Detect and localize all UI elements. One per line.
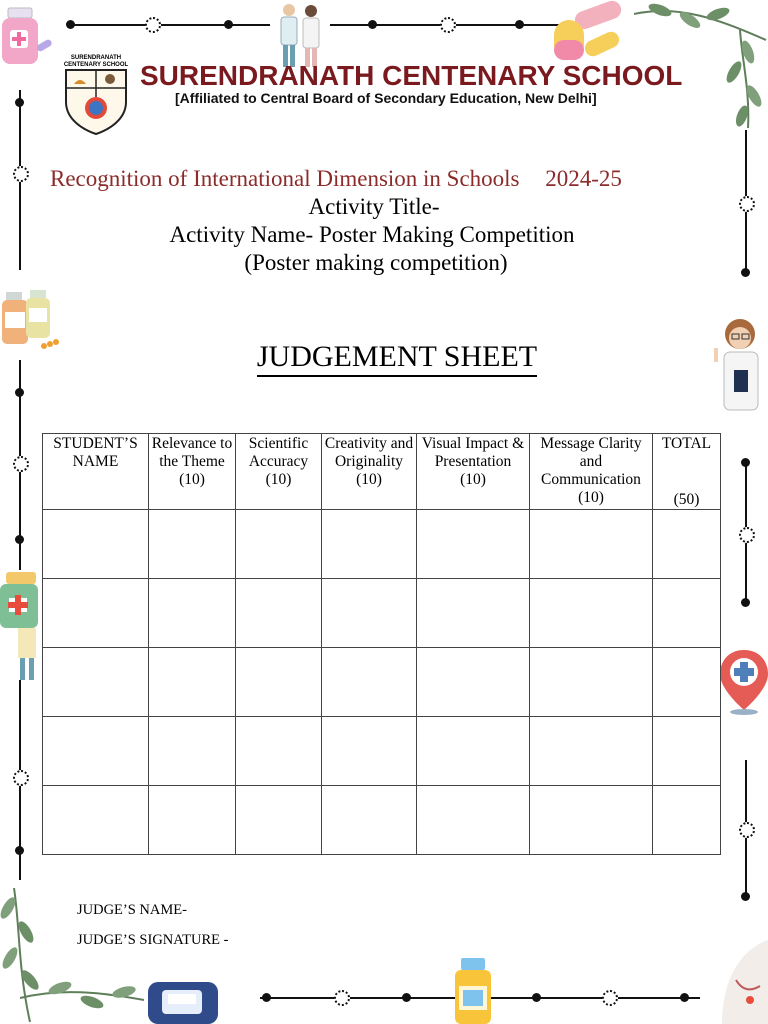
activity-name: Activity Name- Poster Making Competition: [169, 222, 575, 247]
score-cell[interactable]: [149, 717, 236, 786]
score-cell[interactable]: [43, 786, 149, 855]
col-header-student-name: [43, 434, 149, 510]
score-cell[interactable]: [322, 717, 417, 786]
border-dot: [368, 20, 377, 29]
school-logo: [60, 50, 132, 136]
school-name: SURENDRANATH CENTENARY SCHOOL: [140, 60, 683, 91]
pills-icon: [550, 0, 630, 68]
border-knot: [13, 770, 29, 786]
border-dot: [741, 892, 750, 901]
border-dot: [15, 846, 24, 855]
border-dot: [402, 993, 411, 1002]
rx-bottle-icon: [453, 956, 493, 1024]
score-cell[interactable]: [653, 648, 721, 717]
score-cell[interactable]: [417, 579, 530, 648]
table-row: [43, 717, 721, 786]
border-knot: [145, 17, 161, 33]
score-cell[interactable]: [530, 717, 653, 786]
border-knot: [739, 822, 755, 838]
border-knot: [13, 456, 29, 472]
border-knot: [334, 990, 350, 1006]
recognition-text: Recognition of International Dimension in Schools: [50, 166, 520, 191]
score-cell[interactable]: [417, 648, 530, 717]
border-top-left: [70, 24, 270, 26]
judge-name-label: JUDGE’S NAME-: [77, 902, 187, 918]
col-header-creativity: [322, 434, 417, 510]
blood-pressure-monitor-icon: [146, 976, 222, 1024]
border-knot: [13, 166, 29, 182]
score-cell[interactable]: [322, 579, 417, 648]
score-cell[interactable]: [530, 786, 653, 855]
score-cell[interactable]: [236, 648, 322, 717]
border-dot: [262, 993, 271, 1002]
sheet-title: [0, 340, 768, 374]
score-cell[interactable]: [322, 786, 417, 855]
score-cell[interactable]: [149, 786, 236, 855]
col-header-label: STUDENT’S NAME: [53, 435, 138, 470]
border-dot: [15, 535, 24, 544]
col-header-label: Relevance to the Theme: [151, 435, 233, 470]
col-max-score: (10): [179, 471, 205, 488]
score-cell[interactable]: [236, 579, 322, 648]
col-max-score: (10): [356, 471, 382, 488]
col-header-scientific-accuracy: [236, 434, 322, 510]
score-cell[interactable]: [417, 717, 530, 786]
score-cell[interactable]: [149, 579, 236, 648]
border-dot: [15, 98, 24, 107]
col-max-score: (10): [578, 489, 604, 506]
col-header-message-clarity: [530, 434, 653, 510]
border-dot: [680, 993, 689, 1002]
col-header-label: Scientific Accuracy: [248, 435, 309, 470]
col-max-score: (10): [265, 471, 292, 488]
score-cell[interactable]: [322, 510, 417, 579]
score-cell[interactable]: [417, 510, 530, 579]
border-knot: [440, 17, 456, 33]
sheet-title-text: JUDGEMENT SHEET: [257, 340, 537, 377]
score-cell[interactable]: [653, 786, 721, 855]
score-cell[interactable]: [236, 717, 322, 786]
score-cell[interactable]: [417, 786, 530, 855]
border-dot: [15, 388, 24, 397]
col-max-score: (10): [460, 471, 486, 488]
score-cell[interactable]: [43, 510, 149, 579]
nurse-illustration: [716, 940, 768, 1024]
table-body: [43, 510, 721, 855]
academic-year: 2024-25: [545, 166, 622, 191]
judgement-table: [42, 433, 721, 855]
col-header-label: Visual Impact & Presentation: [421, 435, 525, 470]
location-pin-icon: [718, 648, 768, 718]
col-header-label: Creativity and Originality: [324, 435, 414, 470]
border-knot: [602, 990, 618, 1006]
border-dot: [741, 458, 750, 467]
table-row: [43, 579, 721, 648]
border-dot: [515, 20, 524, 29]
nurse-with-bottle-illustration: [0, 572, 46, 684]
score-cell[interactable]: [43, 717, 149, 786]
score-cell[interactable]: [149, 648, 236, 717]
score-cell[interactable]: [43, 579, 149, 648]
border-dot: [66, 20, 75, 29]
medicine-bottle-icon: [0, 4, 54, 66]
score-cell[interactable]: [322, 648, 417, 717]
score-cell[interactable]: [653, 510, 721, 579]
col-header-visual-impact: [417, 434, 530, 510]
table-header-row: [43, 434, 721, 510]
score-cell[interactable]: [43, 648, 149, 717]
score-cell[interactable]: [236, 510, 322, 579]
col-header-total: [653, 434, 721, 510]
col-header-label: Message Clarity and Communication: [540, 435, 642, 488]
score-cell[interactable]: [653, 717, 721, 786]
table-row: [43, 786, 721, 855]
score-cell[interactable]: [530, 648, 653, 717]
col-header-label: TOTAL: [661, 435, 712, 452]
score-cell[interactable]: [530, 579, 653, 648]
activity-title: Activity Title-: [308, 194, 440, 219]
activity-subtitle: (Poster making competition): [244, 250, 508, 275]
score-cell[interactable]: [653, 579, 721, 648]
logo-caption: SURENDRANATH CENTENARY SCHOOL: [63, 55, 129, 68]
col-header-relevance: [149, 434, 236, 510]
border-dot: [532, 993, 541, 1002]
border-dot: [741, 598, 750, 607]
score-cell[interactable]: [530, 510, 653, 579]
table-row: [43, 648, 721, 717]
score-cell[interactable]: [236, 786, 322, 855]
border-knot: [739, 527, 755, 543]
judge-signature-label: JUDGE’S SIGNATURE -: [77, 932, 229, 948]
border-dot: [224, 20, 233, 29]
col-max-score: (50): [673, 491, 700, 508]
score-cell[interactable]: [149, 510, 236, 579]
recognition-line: [50, 166, 622, 192]
affiliation-line: [Affiliated to Central Board of Secondary Education, New Delhi]: [175, 90, 597, 106]
table-row: [43, 510, 721, 579]
